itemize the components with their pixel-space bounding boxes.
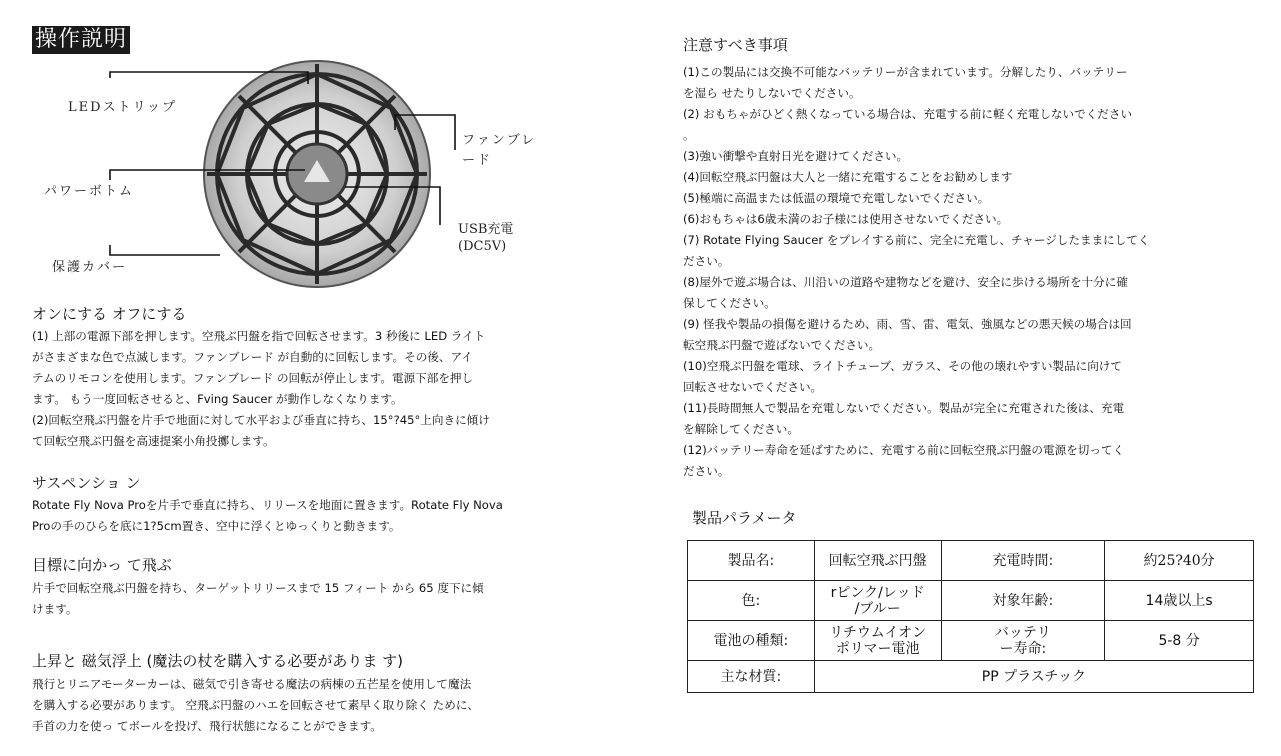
param-value: PP プラスチック xyxy=(814,661,1253,693)
section-heading-target: 目標に向かっ て飛ぶ xyxy=(32,556,172,574)
note-line: ださい。 xyxy=(683,464,730,478)
note-line: (3)強い衝撃や直射日光を避けてください。 xyxy=(683,149,909,163)
note-line: (1)この製品には交換不可能なバッテリーが含まれています。分解したり、バッテリー xyxy=(683,65,1128,79)
text-line: (1) 上部の電源下部を押します。空飛ぶ円盤を指で回転させます。3 秒後に LED ライト xyxy=(32,329,486,343)
note-line: 保してください。 xyxy=(683,296,776,310)
section-heading-levitation: 上昇と 磁気浮上 (魔法の杖を購入する必要がありま す) xyxy=(32,652,404,670)
text-line: けます。 xyxy=(32,602,78,616)
text-line: 片手で回転空飛ぶ円盤を持ち、ターゲットリリースまで 15 フィート から 65 度下に傾 xyxy=(32,581,484,595)
note-line: (7) Rotate Flying Saucer をプレイする前に、完全に充電し、チャージしたままにしてく xyxy=(683,233,1150,247)
note-line: (8)屋外で遊ぶ場合は、川沿いの道路や建物などを避け、安全に歩ける場所を十分に確 xyxy=(683,275,1128,289)
section-body-levitation xyxy=(32,674,577,737)
text-line: Proの手のひらを底に1?5cm置き、空中に浮くとゆっくりと動きます。 xyxy=(32,519,401,533)
note-line: (4)回転空飛ぶ円盤は大人と一緒に充電することをお勧めします xyxy=(683,170,1013,184)
section-body-target xyxy=(32,578,577,620)
param-value: 約25?40分 xyxy=(1105,541,1254,581)
params-row xyxy=(688,621,1254,661)
label-protective-cover: 保護カバー xyxy=(52,260,128,275)
param-key: 対象年齢: xyxy=(941,581,1105,621)
note-line: (9) 怪我や製品の損傷を避けるため、雨、雪、雷、電気、強風などの悪天候の場合は回 xyxy=(683,317,1132,331)
note-line: を解除してください。 xyxy=(683,422,799,436)
label-usb-charge: USB充電 (DC5V) xyxy=(458,222,514,254)
text-line: テムのリモコンを使用します。ファンブレード の回転が停止します。電源下部を押し xyxy=(32,371,474,385)
params-row xyxy=(688,661,1254,693)
param-value: rピンク/レッド /ブルー xyxy=(814,581,941,621)
label-led-strip: LEDストリップ xyxy=(68,100,178,115)
note-line: (2) おもちゃがひどく熱くなっている場合は、充電する前に軽く充電しないでください xyxy=(683,107,1133,121)
note-line: 。 xyxy=(683,128,695,142)
label-fan-blade: ファンブレ ード xyxy=(462,133,537,168)
section-body-suspension xyxy=(32,495,577,537)
param-value: リチウムイオン ポリマー電池 xyxy=(814,621,941,661)
params-heading: 製品パラメータ xyxy=(692,509,797,527)
section-heading-suspension: サスペンショ ン xyxy=(32,474,141,492)
note-line: (6)おもちゃは6歳未満のお子様には使用させないでください。 xyxy=(683,212,1009,226)
note-line: (10)空飛ぶ円盤を電球、ライトチューブ、ガラス、その他の壊れやすい製品に向けて xyxy=(683,359,1122,373)
param-key: 製品名: xyxy=(688,541,815,581)
param-key: 主な材質: xyxy=(688,661,815,693)
note-line: ださい。 xyxy=(683,254,730,268)
note-line: を湿ら せたりしないでください。 xyxy=(683,86,861,100)
text-line: 手首の力を使っ てボールを投げ、飛行状態になることができます。 xyxy=(32,719,382,733)
text-line: (2)回転空飛ぶ円盤を片手で地面に対して水平および垂直に持ち、15°?45°上向きに傾け xyxy=(32,413,490,427)
notes-list xyxy=(683,62,1243,482)
leader-cover xyxy=(110,245,220,255)
page-title-badge: 操作説明 xyxy=(32,26,130,54)
param-key: 充電時間: xyxy=(941,541,1105,581)
param-value: 回転空飛ぶ円盤 xyxy=(814,541,941,581)
section-body-power xyxy=(32,326,577,452)
label-power-button: パワーボトム xyxy=(44,184,135,199)
param-key: 電池の種類: xyxy=(688,621,815,661)
text-line: がさまざまな色で点滅します。ファンブレード が自動的に回転します。その後、アイ xyxy=(32,350,473,364)
params-table xyxy=(687,540,1254,693)
note-line: (11)長時間無人で製品を充電しないでください。製品が完全に充電された後は、充電 xyxy=(683,401,1125,415)
note-line: (12)バッテリー寿命を延ばすために、充電する前に回転空飛ぶ円盤の電源を切ってく xyxy=(683,443,1125,457)
note-line: 回転させないでください。 xyxy=(683,380,823,394)
text-line: て回転空飛ぶ円盤を高速提案小角投擲します。 xyxy=(32,434,275,448)
param-key: バッテリ ー寿命: xyxy=(941,621,1105,661)
param-key: 色: xyxy=(688,581,815,621)
params-row xyxy=(688,541,1254,581)
param-value: 5-8 分 xyxy=(1105,621,1254,661)
param-value: 14歳以上s xyxy=(1105,581,1254,621)
params-row xyxy=(688,581,1254,621)
text-line: 飛行とリニアモーターカーは、磁気で引き寄せる魔法の病棟の五芒星を使用して魔法 xyxy=(32,677,472,691)
note-line: (5)極端に高温または低温の環境で充電しないでください。 xyxy=(683,191,990,205)
text-line: ます。 もう一度回転させると、Fving Saucer が動作しなくなります。 xyxy=(32,392,403,406)
text-line: Rotate Fly Nova Proを片手で垂直に持ち、リリースを地面に置きます。Rotate Fly Nova xyxy=(32,498,503,512)
notes-heading: 注意すべき事項 xyxy=(683,36,788,54)
note-line: 転空飛ぶ円盤で遊ばないでください。 xyxy=(683,338,881,352)
text-line: を購入する必要があります。 空飛ぶ円盤のハエを回転させて素早く取り除く ために、 xyxy=(32,698,480,712)
section-heading-power: オンにする オフにする xyxy=(32,305,187,323)
